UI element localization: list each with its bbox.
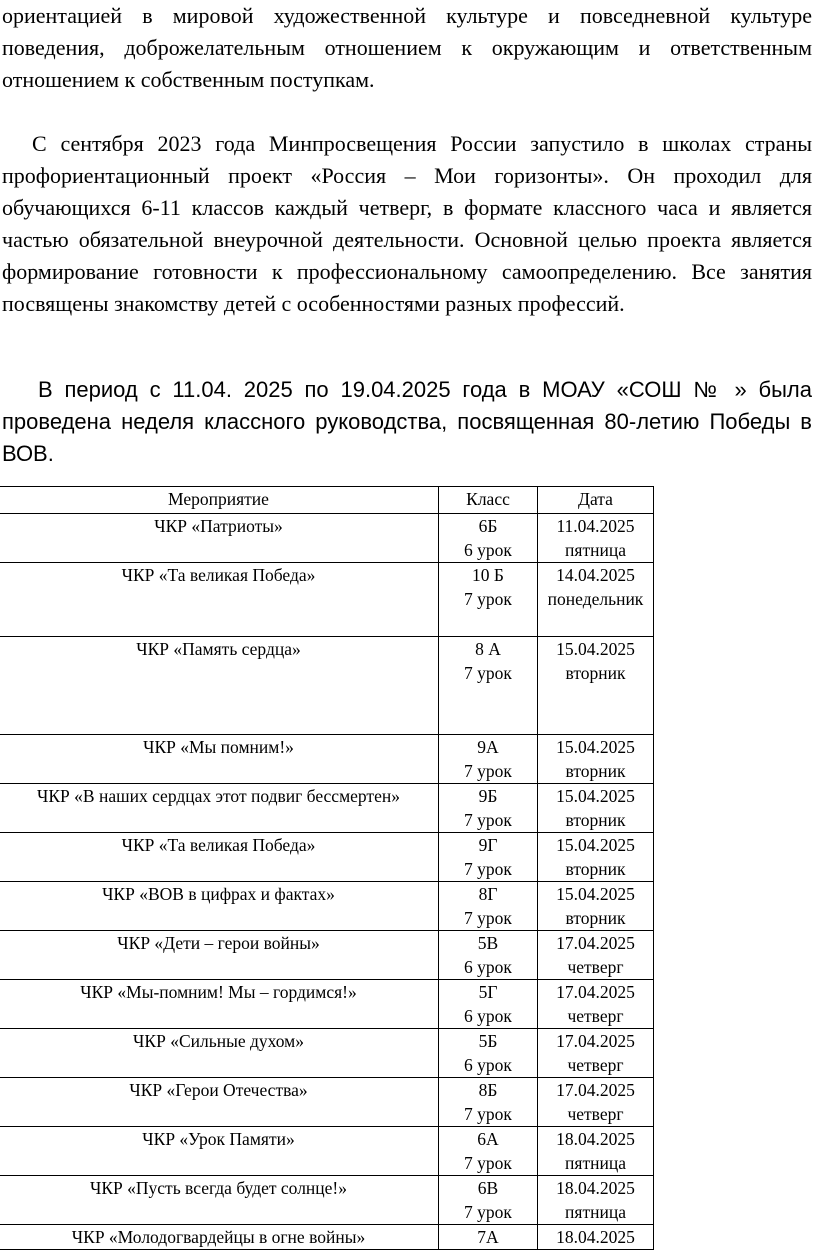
lesson-number: 7 урок <box>464 1153 512 1173</box>
date-value: 15.04.2025 <box>556 786 635 806</box>
cell-date <box>538 931 654 980</box>
weekday: четверг <box>567 1006 624 1026</box>
weekday: четверг <box>567 1055 624 1075</box>
class-name: 10 Б <box>472 565 504 585</box>
table-row <box>0 514 654 563</box>
cell-class <box>439 980 538 1029</box>
table-row <box>0 1225 654 1250</box>
lesson-number: 6 урок <box>464 1006 512 1026</box>
weekday: пятница <box>565 540 626 560</box>
table-row <box>0 1078 654 1127</box>
date-value: 17.04.2025 <box>556 1031 635 1051</box>
cell-date <box>538 637 654 735</box>
date-value: 18.04.2025 <box>556 1227 635 1247</box>
header-date: Дата <box>538 487 654 514</box>
weekday: четверг <box>567 1104 624 1124</box>
class-name: 8 А <box>475 639 501 659</box>
cell-class <box>439 514 538 563</box>
date-value: 15.04.2025 <box>556 639 635 659</box>
cell-date <box>538 514 654 563</box>
weekday: вторник <box>565 761 626 781</box>
cell-class <box>439 1078 538 1127</box>
paragraph-intro: ориентацией в мировой художественной культуре и повседневной культуре поведения, доброжелательным отношением к окружающим и ответственным отношением к собственным поступкам. <box>2 3 812 92</box>
paragraph-project: С сентября 2023 года Минпросвещения России запустило в школах страны профориентационный проект «Россия – Мои горизонты». Он проходил для обучающихся 6-11 классов каждый четверг, в формате классного часа и является частью обязательной внеурочной деятельности. Основной целью проекта является формирование готовности к профессиональному самоопределению. Все занятия посвящены знакомству детей с особенностями разных профессий. <box>2 131 812 316</box>
date-value: 17.04.2025 <box>556 933 635 953</box>
cell-class <box>439 1225 538 1250</box>
table-row <box>0 1029 654 1078</box>
cell-class <box>439 735 538 784</box>
weekday: пятница <box>565 1202 626 1222</box>
lesson-number: 6 урок <box>464 957 512 977</box>
cell-event: ЧКР «Сильные духом» <box>0 1029 439 1078</box>
class-name: 5Г <box>478 982 498 1002</box>
weekday: четверг <box>567 957 624 977</box>
table-row <box>0 1176 654 1225</box>
weekday: вторник <box>565 859 626 879</box>
table-row <box>0 735 654 784</box>
class-name: 6Б <box>478 516 498 536</box>
lesson-number: 7 урок <box>464 859 512 879</box>
lesson-number: 7 урок <box>464 1202 512 1222</box>
class-name: 5Б <box>478 1031 498 1051</box>
lesson-number: 7 урок <box>464 761 512 781</box>
lesson-number: 7 урок <box>464 1104 512 1124</box>
lesson-number: 7 урок <box>464 663 512 683</box>
cell-date <box>538 563 654 637</box>
table-header-row <box>0 487 654 514</box>
lesson-number: 6 урок <box>464 540 512 560</box>
events-table <box>0 486 654 1250</box>
cell-class <box>439 1176 538 1225</box>
cell-class <box>439 563 538 637</box>
class-name: 6А <box>477 1129 499 1149</box>
cell-event: ЧКР «Память сердца» <box>0 637 439 735</box>
cell-event: ЧКР «Патриоты» <box>0 514 439 563</box>
table-row <box>0 784 654 833</box>
cell-date <box>538 1029 654 1078</box>
date-value: 11.04.2025 <box>556 516 635 536</box>
class-name: 9Г <box>478 835 498 855</box>
cell-event: ЧКР «ВОВ в цифрах и фактах» <box>0 882 439 931</box>
date-value: 17.04.2025 <box>556 982 635 1002</box>
cell-date <box>538 882 654 931</box>
cell-date <box>538 833 654 882</box>
cell-event: ЧКР «В наших сердцах этот подвиг бессмертен» <box>0 784 439 833</box>
cell-event: ЧКР «Урок Памяти» <box>0 1127 439 1176</box>
cell-event: ЧКР «Мы помним!» <box>0 735 439 784</box>
cell-date <box>538 1127 654 1176</box>
header-event: Мероприятие <box>0 487 439 514</box>
cell-class <box>439 784 538 833</box>
class-name: 9А <box>477 737 499 757</box>
class-name: 8Г <box>478 884 498 904</box>
table-row <box>0 931 654 980</box>
lesson-number: 7 урок <box>464 589 512 609</box>
class-name: 8Б <box>478 1080 498 1100</box>
table-row <box>0 1127 654 1176</box>
weekday: вторник <box>565 810 626 830</box>
cell-date <box>538 1176 654 1225</box>
cell-event: ЧКР «Молодогвардейцы в огне войны» <box>0 1225 439 1250</box>
cell-class <box>439 1029 538 1078</box>
class-name: 7А <box>477 1227 499 1247</box>
class-name: 9Б <box>478 786 498 806</box>
cell-date <box>538 1078 654 1127</box>
cell-event: ЧКР «Дети – герои войны» <box>0 931 439 980</box>
cell-event: ЧКР «Та великая Победа» <box>0 833 439 882</box>
cell-class <box>439 833 538 882</box>
cell-date <box>538 980 654 1029</box>
weekday: пятница <box>565 1153 626 1173</box>
table-row <box>0 637 654 735</box>
cell-event: ЧКР «Герои Отечества» <box>0 1078 439 1127</box>
cell-class <box>439 882 538 931</box>
cell-event: ЧКР «Мы-помним! Мы – гордимся!» <box>0 980 439 1029</box>
weekday: вторник <box>565 663 626 683</box>
header-class: Класс <box>439 487 538 514</box>
date-value: 15.04.2025 <box>556 884 635 904</box>
date-value: 17.04.2025 <box>556 1080 635 1100</box>
cell-event: ЧКР «Пусть всегда будет солнце!» <box>0 1176 439 1225</box>
table-row <box>0 833 654 882</box>
table-row <box>0 882 654 931</box>
date-value: 18.04.2025 <box>556 1129 635 1149</box>
cell-class <box>439 1127 538 1176</box>
date-value: 18.04.2025 <box>556 1178 635 1198</box>
table-row <box>0 563 654 637</box>
lesson-number: 7 урок <box>464 908 512 928</box>
table-row <box>0 980 654 1029</box>
date-value: 15.04.2025 <box>556 737 635 757</box>
lesson-number: 6 урок <box>464 1055 512 1075</box>
cell-event: ЧКР «Та великая Победа» <box>0 563 439 637</box>
cell-class <box>439 637 538 735</box>
cell-date <box>538 1225 654 1250</box>
paragraph-week: В период с 11.04. 2025 по 19.04.2025 года в МОАУ «СОШ № » была проведена неделя классного руководства, посвященная 80-летию Победы в ВОВ. <box>2 377 812 466</box>
weekday: вторник <box>565 908 626 928</box>
class-name: 6В <box>477 1178 499 1198</box>
lesson-number: 7 урок <box>464 810 512 830</box>
weekday: понедельник <box>547 589 644 609</box>
date-value: 14.04.2025 <box>556 565 635 585</box>
class-name: 5В <box>477 933 499 953</box>
date-value: 15.04.2025 <box>556 835 635 855</box>
cell-date <box>538 735 654 784</box>
cell-class <box>439 931 538 980</box>
cell-date <box>538 784 654 833</box>
